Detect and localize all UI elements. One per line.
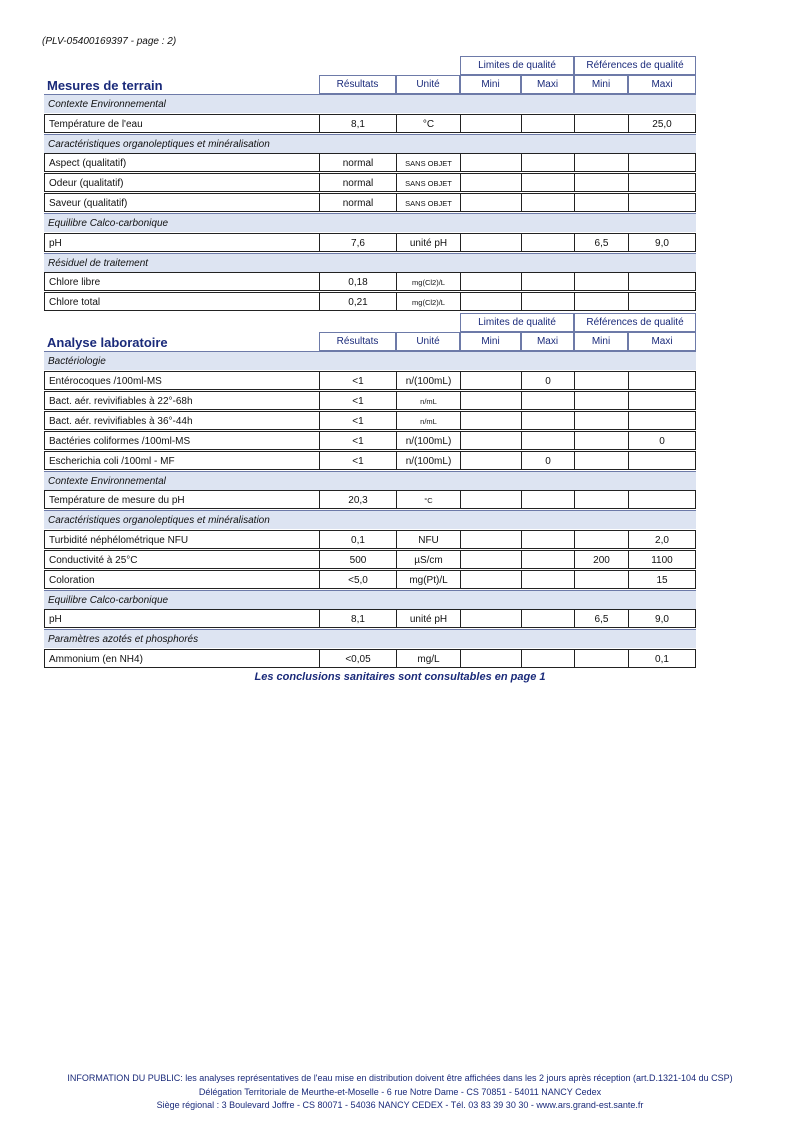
cell-ref-max: 9,0 — [628, 610, 696, 627]
cell-result: <0,05 — [319, 650, 396, 667]
lab-analysis-table — [44, 313, 696, 673]
column-header-maxi: Maxi — [521, 332, 574, 351]
cell-ref-max — [628, 174, 696, 191]
table-row — [44, 570, 696, 589]
cell-lim-min — [460, 531, 521, 548]
cell-ref-min: 6,5 — [574, 610, 628, 627]
category-row: Paramètres azotés et phosphorés — [44, 629, 696, 648]
cell-lim-min — [460, 432, 521, 449]
cell-result: 500 — [319, 551, 396, 568]
category-row: Résiduel de traitement — [44, 253, 696, 272]
cell-lim-min — [460, 273, 521, 290]
cell-lim-min — [460, 115, 521, 132]
cell-label: Bact. aér. revivifiables à 22°-68h — [44, 392, 319, 409]
cell-unit: NFU — [396, 531, 460, 548]
cell-ref-max — [628, 293, 696, 310]
cell-unit: mg(Cl2)/L — [396, 293, 460, 310]
table-row — [44, 649, 696, 668]
cell-unit: µS/cm — [396, 551, 460, 568]
cell-result: 0,1 — [319, 531, 396, 548]
cell-label: Chlore total — [44, 293, 319, 310]
cell-lim-max — [521, 115, 574, 132]
cell-ref-min — [574, 650, 628, 667]
cell-ref-max — [628, 412, 696, 429]
column-header-unite: Unité — [396, 332, 460, 351]
cell-ref-max — [628, 392, 696, 409]
cell-ref-min: 200 — [574, 551, 628, 568]
cell-ref-min — [574, 174, 628, 191]
cell-ref-min — [574, 432, 628, 449]
table-row — [44, 391, 696, 410]
cell-unit: mg(Cl2)/L — [396, 273, 460, 290]
cell-ref-min — [574, 452, 628, 469]
cell-ref-max: 25,0 — [628, 115, 696, 132]
cell-ref-max — [628, 491, 696, 508]
cell-label: Turbidité néphélométrique NFU — [44, 531, 319, 548]
cell-lim-max — [521, 610, 574, 627]
cell-lim-max — [521, 174, 574, 191]
cell-unit: n/(100mL) — [396, 432, 460, 449]
cell-lim-max: 0 — [521, 372, 574, 389]
cell-result: 8,1 — [319, 610, 396, 627]
cell-label: pH — [44, 234, 319, 251]
cell-unit: SANS OBJET — [396, 174, 460, 191]
footer-public-info: INFORMATION DU PUBLIC: les analyses représentatives de l'eau mise en distribution doivent être affichées dans les 2 jours après réception (art.D.1321-104 du CSP) — [67, 1073, 733, 1083]
table-row — [44, 411, 696, 430]
cell-ref-max — [628, 372, 696, 389]
cell-lim-min — [460, 372, 521, 389]
cell-ref-min — [574, 154, 628, 171]
cell-ref-max — [628, 273, 696, 290]
header-references-qualite: Références de qualité — [574, 56, 696, 75]
column-header-resultats: Résultats — [319, 75, 396, 94]
cell-lim-min — [460, 392, 521, 409]
cell-lim-max — [521, 491, 574, 508]
conclusion-note: Les conclusions sanitaires sont consultables en page 1 — [254, 671, 546, 683]
cell-result: 0,21 — [319, 293, 396, 310]
cell-result: 0,18 — [319, 273, 396, 290]
cell-label: Conductivité à 25°C — [44, 551, 319, 568]
cell-label: Aspect (qualitatif) — [44, 154, 319, 171]
cell-label: Chlore libre — [44, 273, 319, 290]
cell-ref-min — [574, 491, 628, 508]
category-row: Caractéristiques organoleptiques et minéralisation — [44, 134, 696, 153]
cell-ref-max: 0,1 — [628, 650, 696, 667]
cell-ref-max: 2,0 — [628, 531, 696, 548]
cell-ref-max: 0 — [628, 432, 696, 449]
table-row — [44, 272, 696, 291]
table-row — [44, 371, 696, 390]
cell-lim-max — [521, 234, 574, 251]
cell-unit: mg/L — [396, 650, 460, 667]
cell-unit: SANS OBJET — [396, 194, 460, 211]
cell-unit: n/mL — [396, 392, 460, 409]
footer-headquarters: Siège régional : 3 Boulevard Joffre - CS 80071 - 54036 NANCY CEDEX - Tél. 03 83 39 30 30 - www.ars.grand-est.sante.fr — [156, 1100, 644, 1110]
field-measurements-table — [44, 56, 696, 306]
cell-result: normal — [319, 174, 396, 191]
category-row: Caractéristiques organoleptiques et minéralisation — [44, 510, 696, 529]
cell-lim-max — [521, 551, 574, 568]
cell-result: <1 — [319, 432, 396, 449]
cell-unit: °C — [396, 115, 460, 132]
cell-lim-max: 0 — [521, 452, 574, 469]
cell-ref-min — [574, 194, 628, 211]
table-row — [44, 609, 696, 628]
cell-ref-max — [628, 452, 696, 469]
cell-label: Température de mesure du pH — [44, 491, 319, 508]
cell-lim-min — [460, 551, 521, 568]
cell-ref-max: 9,0 — [628, 234, 696, 251]
cell-result: <1 — [319, 452, 396, 469]
category-row: Equilibre Calco-carbonique — [44, 213, 696, 232]
header-references-qualite: Références de qualité — [574, 313, 696, 332]
column-header-resultats: Résultats — [319, 332, 396, 351]
header-limites-qualite: Limites de qualité — [460, 56, 574, 75]
column-header-mini: Mini — [574, 332, 628, 351]
column-header-maxi: Maxi — [628, 332, 696, 351]
cell-ref-min — [574, 293, 628, 310]
cell-unit: unité pH — [396, 610, 460, 627]
table-row — [44, 550, 696, 569]
cell-lim-min — [460, 174, 521, 191]
column-header-mini: Mini — [574, 75, 628, 94]
cell-unit: n/(100mL) — [396, 452, 460, 469]
section-title: Analyse laboratoire — [47, 335, 168, 350]
cell-ref-min — [574, 571, 628, 588]
table-row — [44, 490, 696, 509]
table-row — [44, 233, 696, 252]
cell-ref-min: 6,5 — [574, 234, 628, 251]
cell-lim-max — [521, 273, 574, 290]
cell-result: <1 — [319, 372, 396, 389]
column-header-maxi: Maxi — [521, 75, 574, 94]
cell-lim-max — [521, 650, 574, 667]
cell-label: pH — [44, 610, 319, 627]
cell-lim-min — [460, 452, 521, 469]
category-row: Contexte Environnemental — [44, 471, 696, 490]
cell-result: 7,6 — [319, 234, 396, 251]
table-row — [44, 530, 696, 549]
cell-ref-min — [574, 273, 628, 290]
cell-lim-min — [460, 650, 521, 667]
cell-label: Bactéries coliformes /100ml-MS — [44, 432, 319, 449]
cell-label: Saveur (qualitatif) — [44, 194, 319, 211]
cell-ref-min — [574, 115, 628, 132]
cell-unit: SANS OBJET — [396, 154, 460, 171]
cell-label: Ammonium (en NH4) — [44, 650, 319, 667]
cell-unit: n/(100mL) — [396, 372, 460, 389]
cell-result: normal — [319, 194, 396, 211]
cell-result: normal — [319, 154, 396, 171]
cell-unit: unité pH — [396, 234, 460, 251]
cell-result: <1 — [319, 392, 396, 409]
cell-label: Escherichia coli /100ml - MF — [44, 452, 319, 469]
cell-ref-min — [574, 392, 628, 409]
cell-label: Coloration — [44, 571, 319, 588]
cell-ref-min — [574, 372, 628, 389]
cell-lim-max — [521, 293, 574, 310]
table-row — [44, 292, 696, 311]
cell-lim-min — [460, 412, 521, 429]
column-header-mini: Mini — [460, 332, 521, 351]
table-row — [44, 193, 696, 212]
cell-lim-max — [521, 432, 574, 449]
table-row — [44, 451, 696, 470]
cell-ref-max: 15 — [628, 571, 696, 588]
column-header-mini: Mini — [460, 75, 521, 94]
cell-label: Odeur (qualitatif) — [44, 174, 319, 191]
table-row — [44, 153, 696, 172]
cell-ref-min — [574, 412, 628, 429]
document-reference: (PLV-05400169397 - page : 2) — [42, 36, 177, 47]
cell-lim-min — [460, 610, 521, 627]
cell-label: Entérocoques /100ml-MS — [44, 372, 319, 389]
column-header-maxi: Maxi — [628, 75, 696, 94]
cell-ref-max — [628, 154, 696, 171]
cell-lim-min — [460, 571, 521, 588]
cell-label: Température de l'eau — [44, 115, 319, 132]
cell-lim-max — [521, 571, 574, 588]
cell-lim-min — [460, 293, 521, 310]
cell-unit: mg(Pt)/L — [396, 571, 460, 588]
cell-label: Bact. aér. revivifiables à 36°-44h — [44, 412, 319, 429]
category-row: Equilibre Calco-carbonique — [44, 590, 696, 609]
section-title: Mesures de terrain — [47, 78, 163, 93]
cell-result: 20,3 — [319, 491, 396, 508]
cell-lim-max — [521, 194, 574, 211]
cell-result: 8,1 — [319, 115, 396, 132]
cell-lim-min — [460, 234, 521, 251]
cell-result: <5,0 — [319, 571, 396, 588]
cell-lim-min — [460, 194, 521, 211]
cell-ref-max — [628, 194, 696, 211]
cell-lim-min — [460, 491, 521, 508]
column-header-unite: Unité — [396, 75, 460, 94]
cell-lim-min — [460, 154, 521, 171]
table-row — [44, 114, 696, 133]
table-row — [44, 173, 696, 192]
cell-unit: °C — [396, 491, 460, 508]
header-limites-qualite: Limites de qualité — [460, 313, 574, 332]
category-row: Contexte Environnemental — [44, 94, 696, 113]
table-row — [44, 431, 696, 450]
cell-ref-min — [574, 531, 628, 548]
cell-unit: n/mL — [396, 412, 460, 429]
cell-result: <1 — [319, 412, 396, 429]
footer-delegation: Délégation Territoriale de Meurthe-et-Moselle - 6 rue Notre Dame - CS 70851 - 54011 NANCY Cedex — [198, 1087, 602, 1097]
cell-lim-max — [521, 412, 574, 429]
cell-lim-max — [521, 531, 574, 548]
cell-ref-max: 1100 — [628, 551, 696, 568]
cell-lim-max — [521, 392, 574, 409]
category-row: Bactériologie — [44, 351, 696, 370]
cell-lim-max — [521, 154, 574, 171]
